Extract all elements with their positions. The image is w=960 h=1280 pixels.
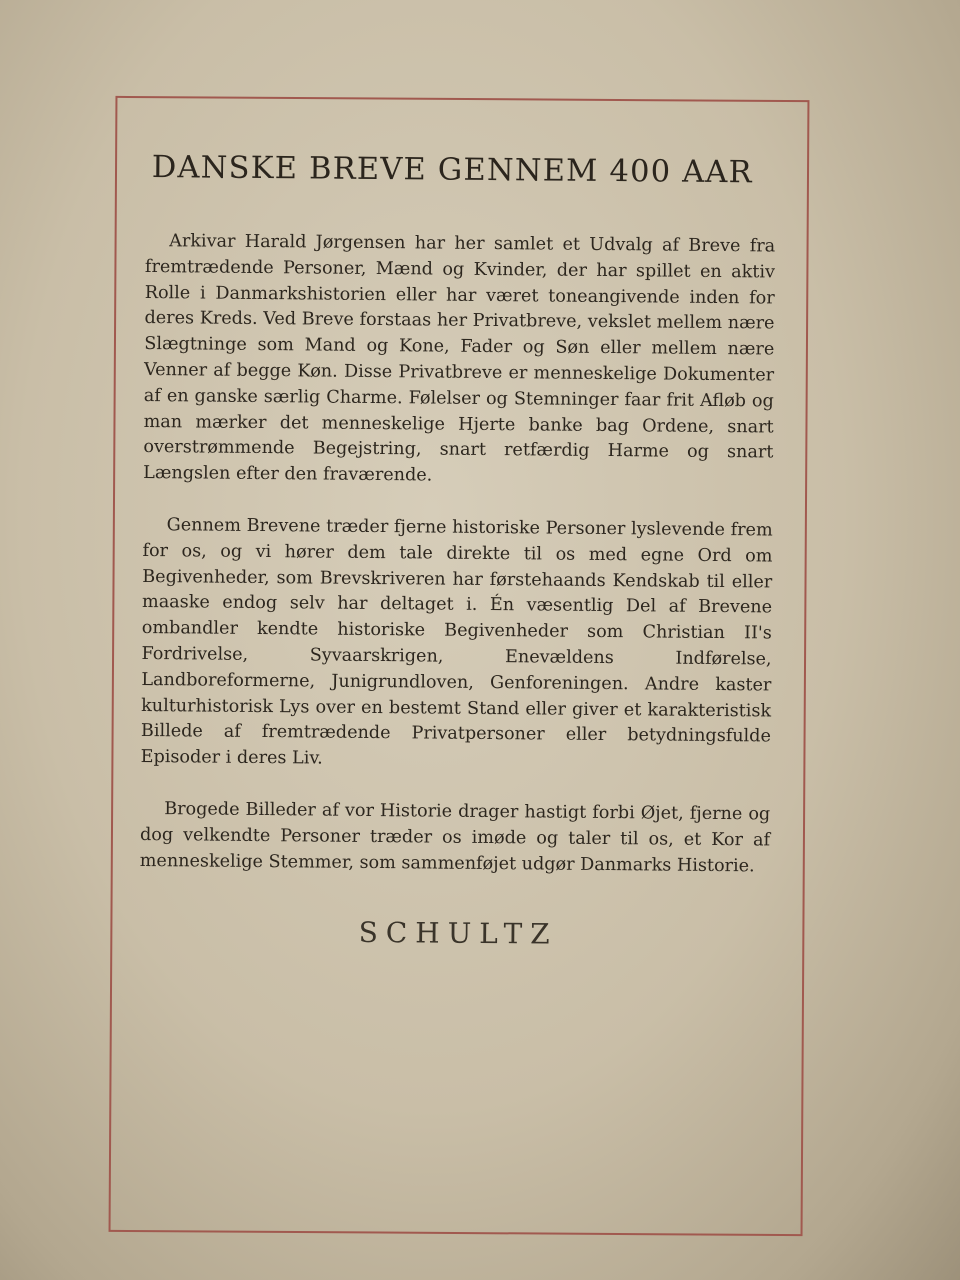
book-title: DANSKE BREVE GENNEM 400 AAR [151, 150, 753, 191]
paragraph-intro: Arkivar Harald Jørgensen har her samlet et Udvalg af Breve fra fremtrædende Personer, Mænd og Kvinder, der har spillet en aktiv Rolle i Danmarkshistorien eller har været toneangivende inden for deres Kreds. Ved Breve forstaas her Privatbreve, vekslet mellem nære Slægtninge som Mand og Kone, Fader og Søn eller mellem nære Venner af begge Køn. Disse Privatbreve er menneskelige Dokumenter af en ganske særlig Charme. Følelser og Stemninger faar frit Afløb og man mærker det menneskelige Hjerte banke bag Ordene, snart overstrømmende Begejstring, snart retfærdig Harme og snart Længslen efter den fraværende. [143, 231, 776, 486]
paragraph-closing: Brogede Billeder af vor Historie drager hastigt forbi Øjet, fjerne og dog velkendte Personer træder os imøde og taler til os, et Kor af menneskelige Stemmer, som sammenføjet udgør Danmarks Historie. [139, 799, 771, 876]
paragraph-history: Gennem Brevene træder fjerne historiske Personer lyslevende frem for os, og vi hører dem tale direkte til os med egne Ord om Begivenheder, som Brevskriveren har førstehaands Kendskab til eller maaske endog selv har deltaget i. Én væsentlig Del af Brevene ombandler kendte historiske Begivenheder som Christian II's Fordrivelse, Syvaarskrigen, Enevældens Indførelse, Landboreformerne, Junigrundloven, Genforeningen. Andre kaster kulturhistorisk Lys over en bestemt Stand eller giver et karakteristisk Billede af fremtrædende Privatpersoner eller betydningsfulde Episoder i deres Liv. [140, 515, 773, 769]
blurb-content [139, 150, 776, 953]
publisher-name: SCHULTZ [358, 916, 558, 951]
